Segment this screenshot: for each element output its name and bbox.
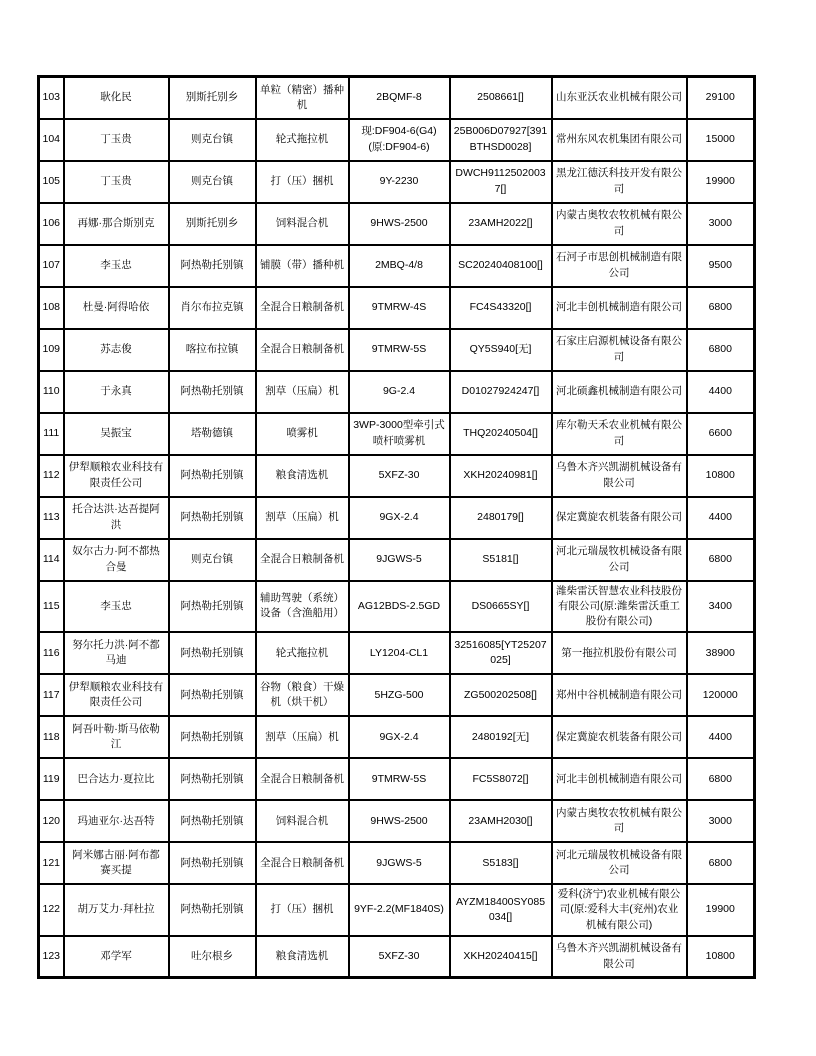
cell-township: 阿热勒托别镇: [169, 497, 256, 539]
cell-township: 阿热勒托别镇: [169, 632, 256, 674]
cell-subsidy-amount: 19900: [687, 884, 755, 936]
cell-township: 阿热勒托别镇: [169, 800, 256, 842]
cell-machine-type: 全混合日粮制备机: [256, 842, 349, 884]
cell-township: 阿热勒托别镇: [169, 842, 256, 884]
cell-manufacturer: 黑龙江德沃科技开发有限公司: [552, 161, 687, 203]
cell-row-number: 110: [39, 371, 64, 413]
cell-owner-name: 于永真: [64, 371, 169, 413]
cell-subsidy-amount: 10800: [687, 455, 755, 497]
cell-subsidy-amount: 4400: [687, 716, 755, 758]
cell-row-number: 123: [39, 936, 64, 978]
cell-model: 9HWS-2500: [349, 800, 450, 842]
cell-manufacturer: 石河子市思创机械制造有限公司: [552, 245, 687, 287]
cell-model: 9GX-2.4: [349, 497, 450, 539]
table-row: [39, 203, 755, 245]
table-row: [39, 758, 755, 800]
table-row: [39, 77, 755, 119]
table-row: [39, 497, 755, 539]
cell-model: 2BQMF-8: [349, 77, 450, 119]
subsidy-table: [37, 75, 756, 979]
table-row: [39, 539, 755, 581]
cell-subsidy-amount: 15000: [687, 119, 755, 161]
cell-machine-type: 饲料混合机: [256, 203, 349, 245]
cell-model: 9YF-2.2(MF1840S): [349, 884, 450, 936]
cell-township: 则克台镇: [169, 539, 256, 581]
cell-serial-number: FC5S8072[]: [450, 758, 552, 800]
cell-serial-number: DS0665SY[]: [450, 581, 552, 633]
cell-township: 阿热勒托别镇: [169, 674, 256, 716]
cell-model: 9JGWS-5: [349, 539, 450, 581]
cell-owner-name: 阿吾叶勒·斯马依勒江: [64, 716, 169, 758]
cell-owner-name: 努尔托力洪·阿不都马迪: [64, 632, 169, 674]
cell-serial-number: 25B006D07927[391BTHSD0028]: [450, 119, 552, 161]
cell-model: 5XFZ-30: [349, 936, 450, 978]
cell-township: 吐尔根乡: [169, 936, 256, 978]
cell-row-number: 114: [39, 539, 64, 581]
cell-serial-number: XKH20240981[]: [450, 455, 552, 497]
cell-subsidy-amount: 6600: [687, 413, 755, 455]
cell-machine-type: 轮式拖拉机: [256, 632, 349, 674]
cell-subsidy-amount: 3400: [687, 581, 755, 633]
cell-serial-number: 2508661[]: [450, 77, 552, 119]
cell-serial-number: S5181[]: [450, 539, 552, 581]
cell-model: 3WP-3000型牵引式喷杆喷雾机: [349, 413, 450, 455]
cell-subsidy-amount: 29100: [687, 77, 755, 119]
cell-machine-type: 割草（压扁）机: [256, 497, 349, 539]
cell-serial-number: 2480179[]: [450, 497, 552, 539]
cell-owner-name: 伊犁顺粮农业科技有限责任公司: [64, 455, 169, 497]
cell-row-number: 105: [39, 161, 64, 203]
cell-row-number: 117: [39, 674, 64, 716]
cell-manufacturer: 内蒙古奥牧农牧机械有限公司: [552, 800, 687, 842]
cell-subsidy-amount: 19900: [687, 161, 755, 203]
table-row: [39, 455, 755, 497]
cell-serial-number: FC4S43320[]: [450, 287, 552, 329]
table-row: [39, 245, 755, 287]
cell-machine-type: 谷物（粮食）干燥机（烘干机）: [256, 674, 349, 716]
cell-manufacturer: 爱科(济宁)农业机械有限公司(原:爱科大丰(兖州)农业机械有限公司): [552, 884, 687, 936]
table-row: [39, 842, 755, 884]
cell-owner-name: 李玉忠: [64, 245, 169, 287]
cell-township: 喀拉布拉镇: [169, 329, 256, 371]
cell-model: LY1204-CL1: [349, 632, 450, 674]
cell-serial-number: SC20240408100[]: [450, 245, 552, 287]
cell-manufacturer: 第一拖拉机股份有限公司: [552, 632, 687, 674]
cell-owner-name: 邓学军: [64, 936, 169, 978]
cell-township: 则克台镇: [169, 161, 256, 203]
cell-serial-number: D01027924247[]: [450, 371, 552, 413]
cell-subsidy-amount: 120000: [687, 674, 755, 716]
cell-manufacturer: 河北硕鑫机械制造有限公司: [552, 371, 687, 413]
cell-owner-name: 巴合达力·夏拉比: [64, 758, 169, 800]
cell-machine-type: 轮式拖拉机: [256, 119, 349, 161]
table-row: [39, 287, 755, 329]
cell-owner-name: 伊犁顺粮农业科技有限责任公司: [64, 674, 169, 716]
cell-row-number: 111: [39, 413, 64, 455]
cell-owner-name: 苏志俊: [64, 329, 169, 371]
cell-manufacturer: 保定冀旋农机装备有限公司: [552, 716, 687, 758]
cell-manufacturer: 山东亚沃农业机械有限公司: [552, 77, 687, 119]
cell-machine-type: 全混合日粮制备机: [256, 287, 349, 329]
cell-model: 9TMRW-5S: [349, 758, 450, 800]
cell-township: 阿热勒托别镇: [169, 245, 256, 287]
cell-machine-type: 粮食清选机: [256, 936, 349, 978]
cell-model: 9Y-2230: [349, 161, 450, 203]
cell-row-number: 120: [39, 800, 64, 842]
cell-row-number: 104: [39, 119, 64, 161]
cell-owner-name: 吴振宝: [64, 413, 169, 455]
table-row: [39, 674, 755, 716]
table-row: [39, 413, 755, 455]
cell-machine-type: 铺膜（带）播种机: [256, 245, 349, 287]
cell-serial-number: AYZM18400SY085034[]: [450, 884, 552, 936]
table-row: [39, 371, 755, 413]
cell-subsidy-amount: 6800: [687, 842, 755, 884]
cell-machine-type: 全混合日粮制备机: [256, 329, 349, 371]
cell-manufacturer: 郑州中谷机械制造有限公司: [552, 674, 687, 716]
cell-subsidy-amount: 4400: [687, 497, 755, 539]
cell-row-number: 106: [39, 203, 64, 245]
cell-owner-name: 胡万艾力·拜杜拉: [64, 884, 169, 936]
cell-model: 9G-2.4: [349, 371, 450, 413]
table-row: [39, 716, 755, 758]
cell-model: 5XFZ-30: [349, 455, 450, 497]
cell-township: 则克台镇: [169, 119, 256, 161]
cell-model: 9TMRW-5S: [349, 329, 450, 371]
cell-serial-number: ZG500202508[]: [450, 674, 552, 716]
cell-row-number: 112: [39, 455, 64, 497]
cell-serial-number: 23AMH2022[]: [450, 203, 552, 245]
cell-township: 阿热勒托别镇: [169, 884, 256, 936]
table-row: [39, 936, 755, 978]
cell-serial-number: 23AMH2030[]: [450, 800, 552, 842]
cell-row-number: 122: [39, 884, 64, 936]
cell-row-number: 118: [39, 716, 64, 758]
cell-machine-type: 全混合日粮制备机: [256, 539, 349, 581]
cell-machine-type: 打（压）捆机: [256, 161, 349, 203]
cell-manufacturer: 河北丰创机械制造有限公司: [552, 758, 687, 800]
cell-subsidy-amount: 38900: [687, 632, 755, 674]
cell-manufacturer: 内蒙古奥牧农牧机械有限公司: [552, 203, 687, 245]
table-row: [39, 581, 755, 633]
cell-serial-number: THQ20240504[]: [450, 413, 552, 455]
cell-row-number: 119: [39, 758, 64, 800]
cell-township: 塔勒德镇: [169, 413, 256, 455]
table-row: [39, 119, 755, 161]
cell-row-number: 107: [39, 245, 64, 287]
cell-machine-type: 割草（压扁）机: [256, 371, 349, 413]
cell-owner-name: 李玉忠: [64, 581, 169, 633]
cell-serial-number: DWCH91125020037[]: [450, 161, 552, 203]
cell-manufacturer: 乌鲁木齐兴凯湖机械设备有限公司: [552, 455, 687, 497]
table-row: [39, 632, 755, 674]
cell-manufacturer: 河北元瑞晟牧机械设备有限公司: [552, 842, 687, 884]
cell-machine-type: 割草（压扁）机: [256, 716, 349, 758]
cell-subsidy-amount: 6800: [687, 758, 755, 800]
cell-manufacturer: 乌鲁木齐兴凯湖机械设备有限公司: [552, 936, 687, 978]
cell-model: 5HZG-500: [349, 674, 450, 716]
cell-row-number: 103: [39, 77, 64, 119]
cell-machine-type: 打（压）捆机: [256, 884, 349, 936]
cell-serial-number: S5183[]: [450, 842, 552, 884]
cell-township: 别斯托别乡: [169, 77, 256, 119]
cell-subsidy-amount: 6800: [687, 287, 755, 329]
cell-subsidy-amount: 9500: [687, 245, 755, 287]
cell-machine-type: 单粒（精密）播种机: [256, 77, 349, 119]
cell-serial-number: QY5S940[无]: [450, 329, 552, 371]
cell-model: 9TMRW-4S: [349, 287, 450, 329]
cell-manufacturer: 石家庄启源机械设备有限公司: [552, 329, 687, 371]
cell-manufacturer: 潍柴雷沃智慧农业科技股份有限公司(原:潍柴雷沃重工股份有限公司): [552, 581, 687, 633]
table-row: [39, 800, 755, 842]
cell-row-number: 121: [39, 842, 64, 884]
cell-township: 阿热勒托别镇: [169, 758, 256, 800]
cell-owner-name: 耿化民: [64, 77, 169, 119]
cell-row-number: 116: [39, 632, 64, 674]
cell-row-number: 113: [39, 497, 64, 539]
cell-model: 9HWS-2500: [349, 203, 450, 245]
cell-serial-number: 32516085[YT25207025]: [450, 632, 552, 674]
subsidy-table-body: [39, 77, 755, 978]
cell-manufacturer: 保定冀旋农机装备有限公司: [552, 497, 687, 539]
cell-manufacturer: 常州东风农机集团有限公司: [552, 119, 687, 161]
cell-row-number: 109: [39, 329, 64, 371]
cell-owner-name: 托合达洪·达吾提阿洪: [64, 497, 169, 539]
cell-township: 阿热勒托别镇: [169, 455, 256, 497]
cell-serial-number: XKH20240415[]: [450, 936, 552, 978]
cell-owner-name: 丁玉贵: [64, 119, 169, 161]
cell-owner-name: 奴尔古力·阿不都热合曼: [64, 539, 169, 581]
cell-subsidy-amount: 10800: [687, 936, 755, 978]
cell-township: 别斯托别乡: [169, 203, 256, 245]
cell-subsidy-amount: 3000: [687, 800, 755, 842]
table-row: [39, 329, 755, 371]
cell-township: 阿热勒托别镇: [169, 716, 256, 758]
cell-row-number: 108: [39, 287, 64, 329]
table-row: [39, 884, 755, 936]
cell-owner-name: 丁玉贵: [64, 161, 169, 203]
cell-owner-name: 玛迪亚尔·达吾特: [64, 800, 169, 842]
cell-model: 2MBQ-4/8: [349, 245, 450, 287]
cell-township: 阿热勒托别镇: [169, 581, 256, 633]
cell-subsidy-amount: 6800: [687, 329, 755, 371]
cell-model: 9JGWS-5: [349, 842, 450, 884]
cell-machine-type: 辅助驾驶（系统）设备（含渔船用）: [256, 581, 349, 633]
cell-manufacturer: 库尔勒天禾农业机械有限公司: [552, 413, 687, 455]
cell-machine-type: 饲料混合机: [256, 800, 349, 842]
cell-township: 肖尔布拉克镇: [169, 287, 256, 329]
cell-owner-name: 杜曼·阿得哈依: [64, 287, 169, 329]
cell-machine-type: 喷雾机: [256, 413, 349, 455]
cell-subsidy-amount: 4400: [687, 371, 755, 413]
cell-owner-name: 再娜·那合斯别克: [64, 203, 169, 245]
table-row: [39, 161, 755, 203]
cell-subsidy-amount: 6800: [687, 539, 755, 581]
cell-manufacturer: 河北丰创机械制造有限公司: [552, 287, 687, 329]
cell-machine-type: 全混合日粮制备机: [256, 758, 349, 800]
cell-manufacturer: 河北元瑞晟牧机械设备有限公司: [552, 539, 687, 581]
cell-owner-name: 阿米娜古丽·阿布都赛买提: [64, 842, 169, 884]
cell-serial-number: 2480192[无]: [450, 716, 552, 758]
cell-machine-type: 粮食清选机: [256, 455, 349, 497]
cell-row-number: 115: [39, 581, 64, 633]
cell-subsidy-amount: 3000: [687, 203, 755, 245]
cell-model: 9GX-2.4: [349, 716, 450, 758]
cell-township: 阿热勒托别镇: [169, 371, 256, 413]
cell-model: 现:DF904-6(G4) (原:DF904-6): [349, 119, 450, 161]
cell-model: AG12BDS-2.5GD: [349, 581, 450, 633]
